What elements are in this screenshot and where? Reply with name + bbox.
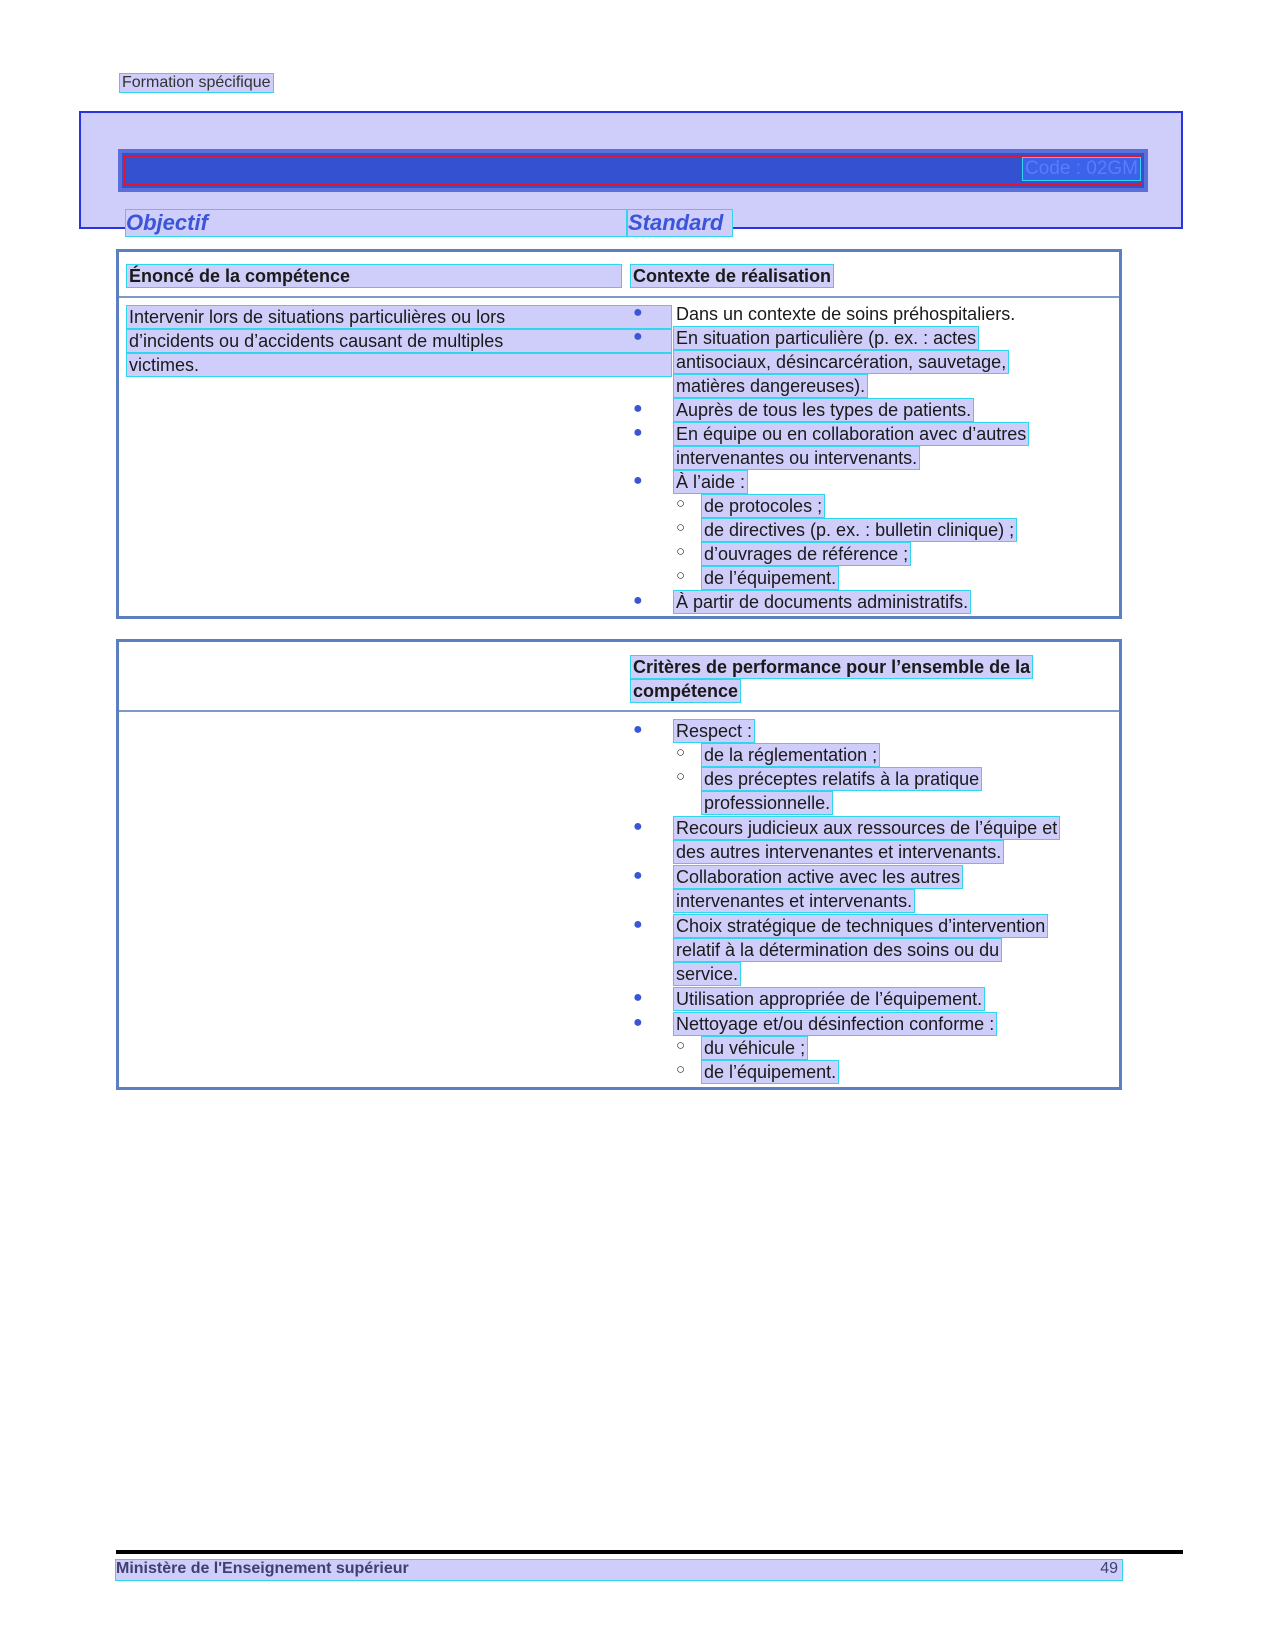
running-header: Formation spécifique <box>122 74 271 91</box>
bullet-icon: ● <box>633 916 643 933</box>
competency-statement-line: Intervenir lors de situations particulières ou lors <box>127 306 671 328</box>
criteria-item: Collaboration active avec les autres <box>676 867 961 887</box>
context-subitem: de l’équipement. <box>704 568 837 588</box>
criteria-subitem: de la réglementation ; <box>704 745 878 765</box>
criteria-item: Nettoyage et/ou désinfection conforme : <box>676 1014 995 1034</box>
code-bar-frame <box>124 155 1142 186</box>
standard-heading: Standard <box>628 210 732 236</box>
bullet-icon: ● <box>633 472 643 489</box>
context-item-cont: intervenantes ou intervenants. <box>676 448 918 468</box>
code-bar <box>118 149 1148 192</box>
performance-criteria-table <box>116 639 1122 1090</box>
page-number: 49 <box>1100 1560 1118 1577</box>
context-item: En équipe ou en collaboration avec d’autres <box>676 424 1027 444</box>
criteria-item-cont: service. <box>676 964 739 984</box>
bullet-icon: ● <box>633 424 643 441</box>
context-subitem: de directives (p. ex. : bulletin clinique) ; <box>704 520 1015 540</box>
criteria-subitem: des préceptes relatifs à la pratique <box>704 769 980 789</box>
bullet-icon: ● <box>633 328 643 345</box>
criteria-item: Utilisation appropriée de l’équipement. <box>676 989 983 1009</box>
sub-bullet-icon: ○ <box>676 567 686 584</box>
bullet-icon: ● <box>633 867 643 884</box>
criteria-heading-cont: compétence <box>633 681 739 701</box>
criteria-item: Respect : <box>676 721 753 741</box>
criteria-item: Recours judicieux aux ressources de l’équipe et <box>676 818 1058 838</box>
ministry-name: Ministère de l'Enseignement supérieur <box>116 1560 409 1577</box>
sub-bullet-icon: ○ <box>676 519 686 536</box>
sub-bullet-icon: ○ <box>676 768 686 785</box>
bullet-icon: ● <box>633 721 643 738</box>
page-footer <box>116 1560 1122 1580</box>
context-item-cont: antisociaux, désincarcération, sauvetage, <box>676 352 1007 372</box>
bullet-icon: ● <box>633 818 643 835</box>
context-subitem: d’ouvrages de référence ; <box>704 544 909 564</box>
objective-heading: Objectif <box>126 210 626 236</box>
bullet-icon: ● <box>633 1014 643 1031</box>
criteria-item-cont: des autres intervenantes et intervenants. <box>676 842 1002 862</box>
context-item: Auprès de tous les types de patients. <box>676 400 972 420</box>
criteria-item: Choix stratégique de techniques d’intervention <box>676 916 1046 936</box>
context-item-cont: matières dangereuses). <box>676 376 866 396</box>
context-item: Dans un contexte de soins préhospitaliers. <box>676 304 1016 324</box>
bullet-icon: ● <box>633 304 643 321</box>
table-header-rule <box>119 296 1119 298</box>
sub-bullet-icon: ○ <box>676 495 686 512</box>
bullet-icon: ● <box>633 400 643 417</box>
context-item: À l’aide : <box>676 472 746 492</box>
criteria-item-cont: intervenantes et intervenants. <box>676 891 913 911</box>
context-item: À partir de documents administratifs. <box>676 592 969 612</box>
competency-code: Code : 02GM <box>1025 158 1138 179</box>
criteria-subitem-cont: professionnelle. <box>704 793 831 813</box>
sub-bullet-icon: ○ <box>676 1037 686 1054</box>
context-subitem: de protocoles ; <box>704 496 823 516</box>
context-heading: Contexte de réalisation <box>633 266 832 286</box>
criteria-item-cont: relatif à la détermination des soins ou du <box>676 940 1000 960</box>
bullet-icon: ● <box>633 592 643 609</box>
competency-statement-line: victimes. <box>127 354 671 376</box>
criteria-heading: Critères de performance pour l’ensemble de la <box>633 657 1031 677</box>
competency-table <box>116 249 1122 619</box>
sub-bullet-icon: ○ <box>676 543 686 560</box>
footer-rule <box>116 1550 1183 1554</box>
sub-bullet-icon: ○ <box>676 744 686 761</box>
criteria-subitem: du véhicule ; <box>704 1038 806 1058</box>
criteria-subitem: de l’équipement. <box>704 1062 837 1082</box>
competency-statement-heading: Énoncé de la compétence <box>127 265 621 287</box>
table-header-rule <box>119 710 1119 712</box>
competency-statement-line: d’incidents ou d’accidents causant de multiples <box>127 330 671 352</box>
sub-bullet-icon: ○ <box>676 1061 686 1078</box>
context-item: En situation particulière (p. ex. : actes <box>676 328 977 348</box>
bullet-icon: ● <box>633 989 643 1006</box>
